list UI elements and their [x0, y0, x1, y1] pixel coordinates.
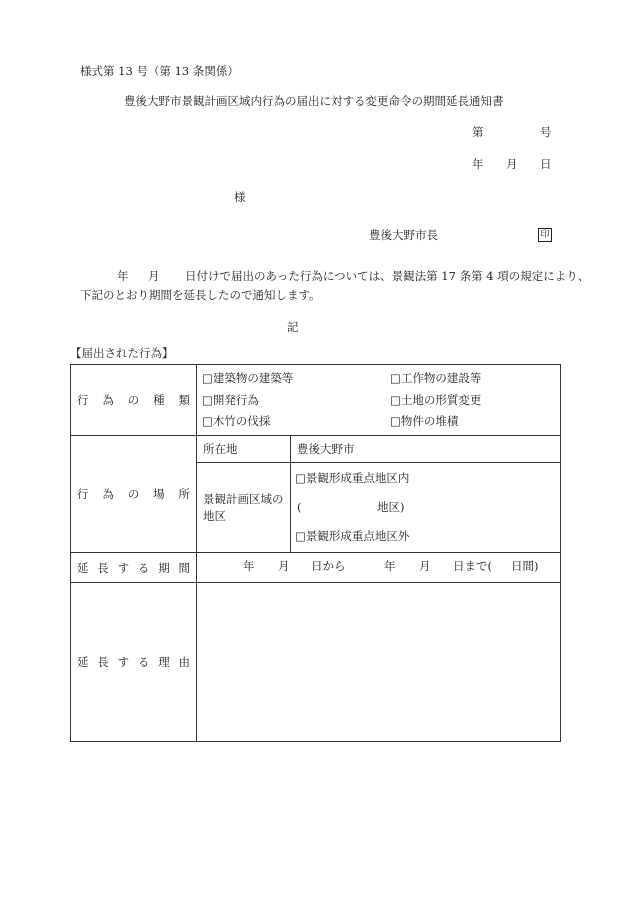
seal-mark: 印 — [538, 228, 552, 242]
action-type-options — [197, 365, 561, 436]
form-number: 様式第 13 号（第 13 条関係） — [80, 64, 239, 78]
option-building-construction[interactable]: □建築物の建築等 — [202, 371, 294, 385]
table-caption: 【届出された行為】 — [70, 346, 174, 360]
label-action-location: 行 為 の 場 所 — [71, 436, 197, 553]
date-day: 日 — [540, 157, 552, 171]
date-year: 年 — [472, 157, 484, 171]
district-paren-open: ( — [297, 500, 302, 514]
option-development[interactable]: □開発行為 — [202, 393, 259, 407]
body-line2: 下記のとおり期間を延長したので通知します。 — [80, 288, 321, 302]
row-action-type — [71, 365, 561, 436]
district-label: 景観計画区域の 地区 — [197, 463, 291, 553]
doc-number-suffix: 号 — [540, 125, 552, 139]
option-land-alteration[interactable]: □土地の形質変更 — [390, 393, 482, 407]
label-extension-reason: 延 長 す る 理 由 — [71, 583, 197, 742]
district-options — [291, 463, 561, 553]
location-label: 所在地 — [197, 436, 291, 463]
row-extension-reason — [71, 583, 561, 742]
option-material-stacking[interactable]: □物件の堆積 — [390, 414, 459, 428]
option-district-inside[interactable]: □景観形成重点地区内 — [295, 471, 410, 485]
label-extension-period: 延 長 す る 期 間 — [71, 553, 197, 583]
location-value[interactable]: 豊後大野市 — [291, 436, 561, 463]
option-tree-cutting[interactable]: □木竹の伐採 — [202, 414, 271, 428]
body-year: 年 — [117, 269, 129, 283]
date-month: 月 — [506, 157, 518, 171]
addressee-honorific: 様 — [234, 190, 246, 204]
option-structure-construction[interactable]: □工作物の建設等 — [390, 371, 482, 385]
body-line1: 日付けで届出のあった行為については、景観法第 17 条第 4 項の規定により、 — [185, 269, 590, 283]
ki-heading: 記 — [287, 320, 299, 334]
notice-table — [70, 364, 561, 742]
row-location — [71, 436, 561, 463]
document-title: 豊後大野市景観計画区域内行為の届出に対する変更命令の期間延長通知書 — [124, 94, 504, 108]
district-name-field[interactable]: 地区) — [377, 500, 405, 514]
label-action-type: 行 為 の 種 類 — [71, 365, 197, 436]
body-month: 月 — [148, 269, 160, 283]
option-district-outside[interactable]: □景観形成重点地区外 — [295, 529, 410, 543]
extension-reason-field[interactable] — [197, 583, 561, 742]
doc-number-prefix: 第 — [472, 125, 484, 139]
issuer-name: 豊後大野市長 — [369, 228, 438, 242]
extension-period-value[interactable]: 年 月 日から 年 月 日まで( 日間) — [197, 553, 561, 583]
row-extension-period — [71, 553, 561, 583]
